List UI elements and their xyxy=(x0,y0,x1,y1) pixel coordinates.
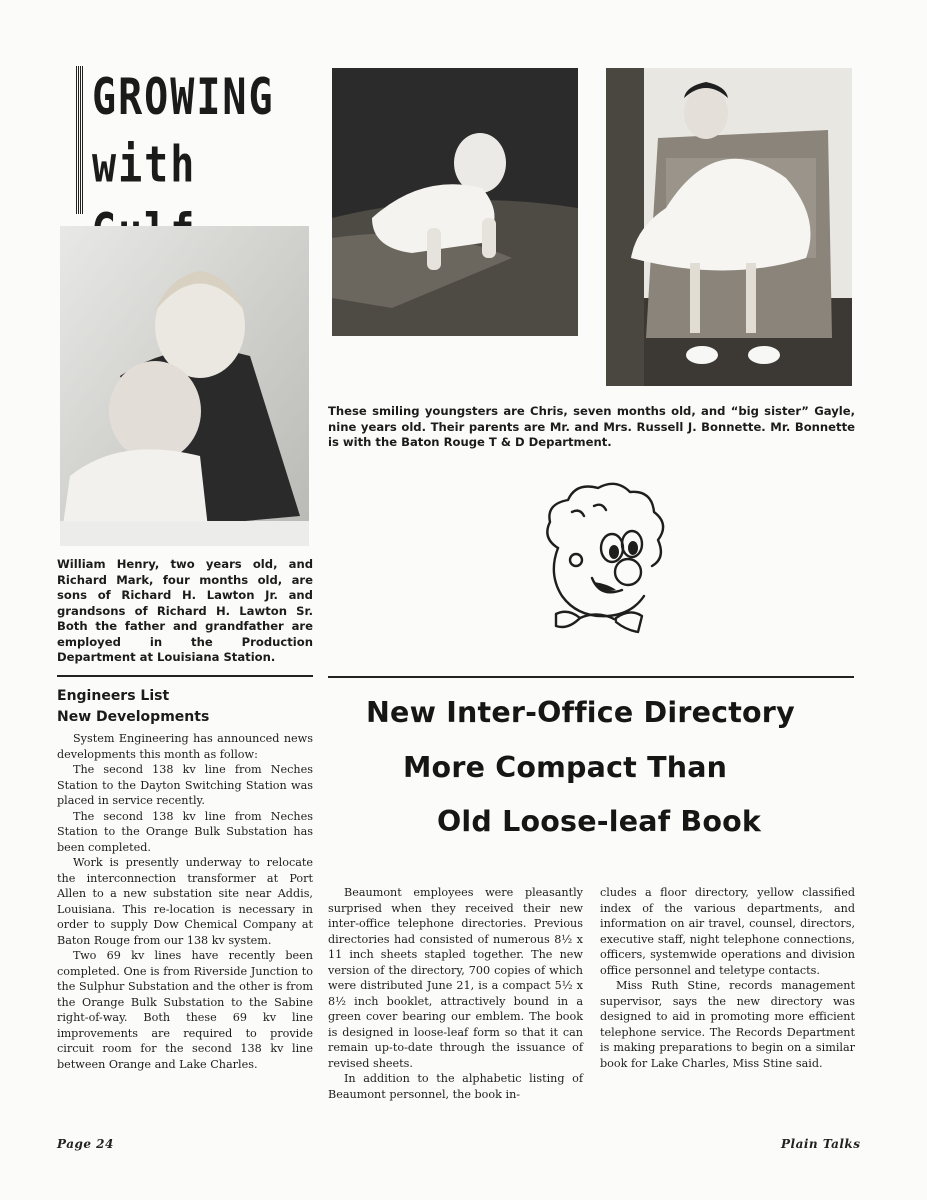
masthead-rule xyxy=(76,66,84,214)
directory-paragraph: Miss Ruth Stine, records management supervisor, says the new directory was designed to aid in promoting more efficient telephone service. The Records Department is making preparations to begin on a similar book for Lake Charles, Miss Stine said. xyxy=(600,979,855,1070)
caption-bonnette: These smiling youngsters are Chris, seven months old, and “big sister” Gayle, nine years old. Their parents are Mr. and Mrs. Russell J. Bonnette. Mr. Bonnette is with the Baton Rouge T & D Department. xyxy=(328,404,855,449)
directory-column-1 xyxy=(328,885,583,1102)
photo-lawton-brothers xyxy=(60,226,309,546)
photo-crawling-baby xyxy=(332,68,578,336)
directory-paragraph: In addition to the alphabetic listing of Beaumont personnel, the book in- xyxy=(328,1072,583,1101)
engineers-paragraph: Two 69 kv lines have recently been completed. One is from Riverside Junction to the Sulphur Substation and the other is from the Orange Bulk Substation to the Sabine right-of-way. Both these 69 kv line improvements are required to provide circuit room for the second 138 kv line between Orange and Lake Charles. xyxy=(57,949,313,1071)
masthead-line-1: GROWING with xyxy=(92,69,275,194)
left-column-rule xyxy=(57,675,313,677)
caption-lawton: William Henry, two years old, and Richard Mark, four months old, are sons of Richard H. Lawton Jr. and grandsons of Richard H. Lawton Sr. Both the father and grandfather are employed in the Production Department at Louisiana Station. xyxy=(57,557,313,664)
directory-headline-line-1: New Inter-Office Directory xyxy=(366,696,795,729)
directory-headline-line-2: More Compact Than xyxy=(403,751,728,784)
engineers-body xyxy=(57,731,313,1072)
directory-headline-line-3: Old Loose-leaf Book xyxy=(437,805,762,838)
directory-column-2 xyxy=(600,885,855,1071)
engineers-paragraph: Work is presently underway to relocate the interconnection transformer at Port Allen to a new substation site near Addis, Louisiana. This re-location is necessary in order to supply Dow Chemical Company at Baton Rouge from our 138 kv system. xyxy=(57,856,313,947)
photo-girl-in-chair xyxy=(606,68,852,386)
mascot-emblem-icon xyxy=(528,478,676,642)
engineers-heading-line-2: New Developments xyxy=(57,709,210,725)
footer-publication: Plain Talks xyxy=(781,1137,861,1151)
engineers-heading-line-1: Engineers List xyxy=(57,688,170,704)
directory-paragraph: cludes a floor directory, yellow classified index of the various departments, and information on air travel, counsel, directors, executive staff, night telephone connections, officers, systemwide operations and division office personnel and teletype contacts. xyxy=(600,886,855,977)
engineers-article xyxy=(57,686,313,1072)
engineers-paragraph: The second 138 kv line from Neches Station to the Orange Bulk Substation has been completed. xyxy=(57,809,313,854)
directory-paragraph: Beaumont employees were pleasantly surprised when they received their new inter-office telephone directories. Previous directories had consisted of numerous 8½ x 11 inch sheets stapled together. The new version of the directory, 700 copies of which were distributed June 21, is a compact 5½ x 8½ inch booklet, attractively bound in a green cover bearing our emblem. The book is designed in loose-leaf form so that it can remain up-to-date through the issuance of revised sheets. xyxy=(328,886,583,1070)
engineers-paragraph: The second 138 kv line from Neches Station to the Dayton Switching Station was placed in service recently. xyxy=(57,763,313,807)
engineers-paragraph: System Engineering has announced news developments this month as follow: xyxy=(57,732,313,761)
directory-rule xyxy=(328,676,854,678)
footer-page-number: Page 24 xyxy=(57,1137,114,1151)
